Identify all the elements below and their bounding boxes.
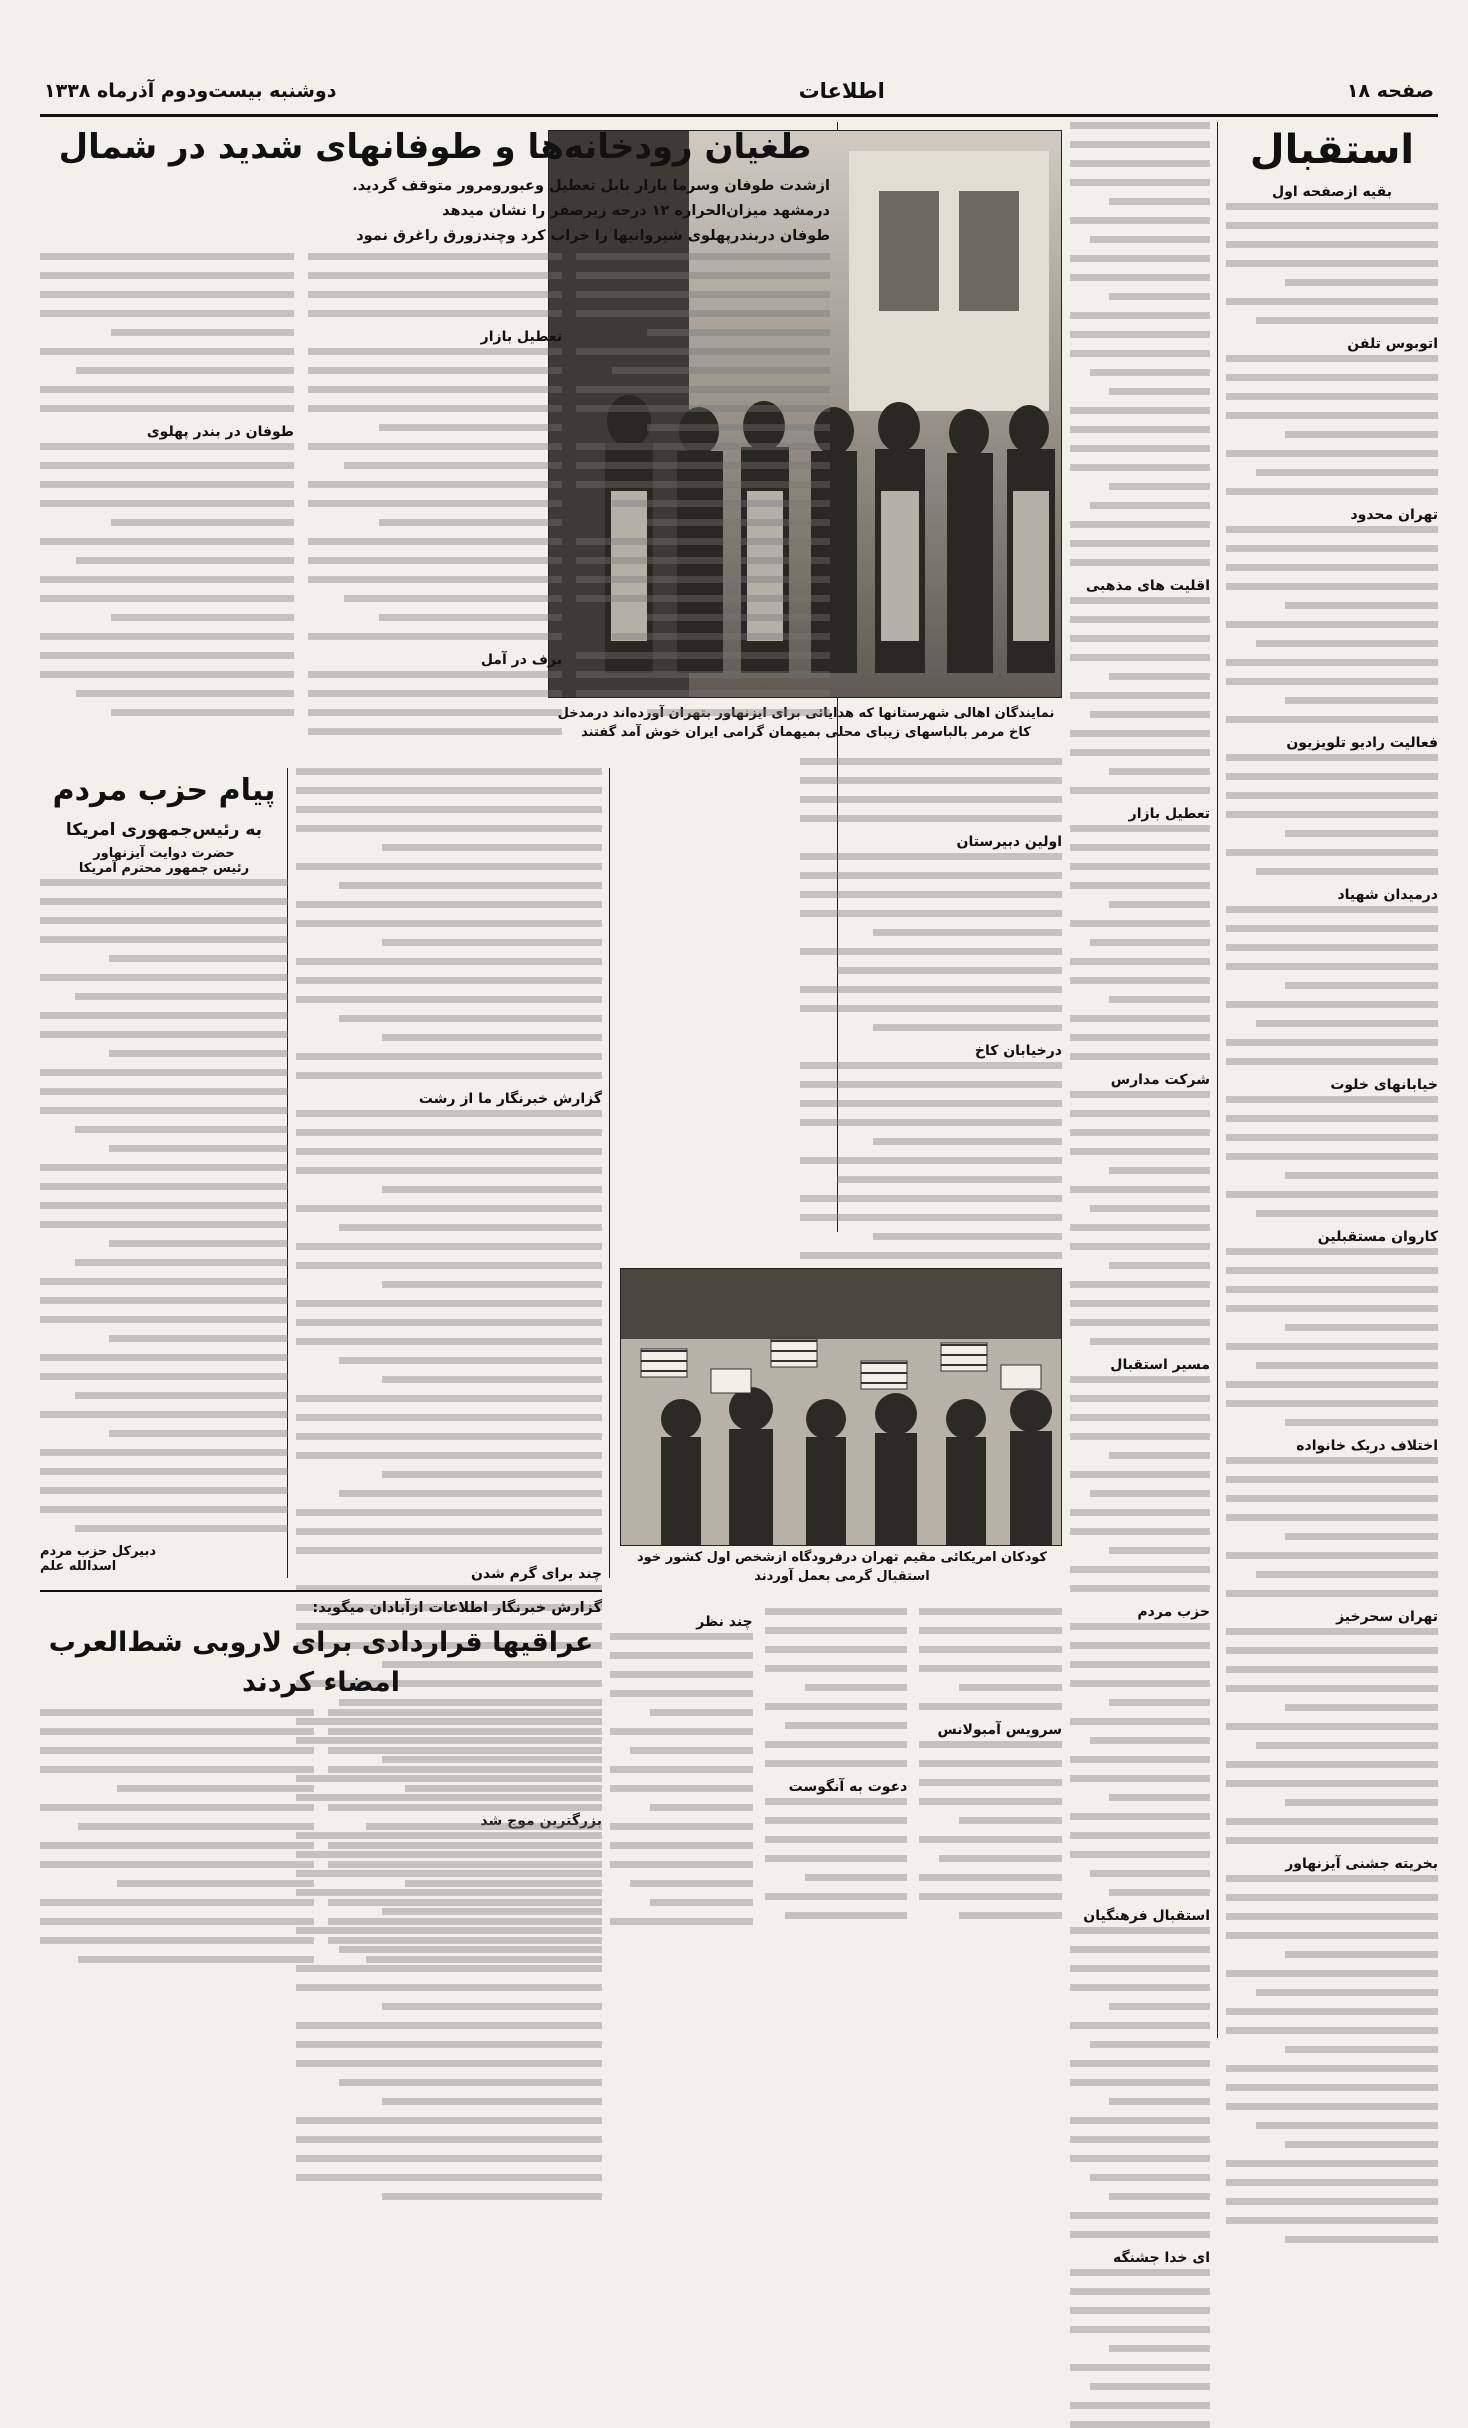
subhead: اقلیت های مذهبی [1085,578,1210,594]
subhead: تعطیل بازار [1128,806,1210,822]
subhead: اتوبوس تلفن [1347,336,1438,352]
issue-date: دوشنبه بیست‌و‌دوم آذرماه ۱۳۳۸ [44,80,337,102]
party-message-headline: پیام حزب مردم [52,773,276,808]
subhead: دعوت به آنگوست [788,1779,908,1795]
article-text [1070,1091,1210,1345]
welcome-story-column-2 [1070,122,1210,2266]
continued-label: بقیه ازصفحه اول [1272,184,1392,200]
article-text [40,879,288,1532]
iraq-headline: عراقیها قراردادی برای لاروبی شط‌العرب امضاء کردند [48,1627,594,1698]
article-text [40,253,294,412]
subhead: چند نظر [696,1614,753,1630]
iraq-story [40,1584,602,2004]
lead-deck: ازشدت طوفان وسرما بازار بابل تعطیل وعبورومرور متوقف گردید. [352,178,830,194]
article-text [1226,1248,1438,1426]
subhead: استقبال فرهنگیان [1083,1908,1210,1924]
article-text [765,1608,908,1767]
subhead: درخیابان کاخ [974,1043,1062,1059]
photo-caption-bottom: کودکان امریکائی مقیم تهران درفرودگاه ازشخص اول کشور خود استقبال گرمی بعمل آوردند [637,1550,1047,1584]
lead-headline: طغیان رودخانه‌ها و طوفانهای شدید در شمال [58,127,812,167]
bottom-col [610,1608,753,1937]
subhead: سرویس آمبولانس [937,1722,1062,1738]
page-number: صفحه ۱۸ [1346,80,1434,102]
lead-col [308,253,562,747]
article-text [1226,203,1438,324]
bottom-col [919,1608,1062,1937]
article-text [919,1608,1062,1710]
subhead: تهران سحرخیز [1336,1609,1438,1625]
subhead: درمیدان شهیاد [1337,887,1438,903]
newspaper-page [40,68,1438,2266]
article-text [919,1741,1062,1919]
article-text [1070,597,1210,794]
iraq-kicker: گزارش خبرنگار اطلاعات ازآبادان میگوید: [312,1600,602,1616]
subhead: تهران محدود [1350,507,1438,523]
subhead: خیابانهای خلوت [1330,1077,1438,1093]
subhead: مسیر استقبال [1110,1357,1210,1373]
newspaper-name: اطلاعات [798,79,885,103]
lead-col [40,253,294,747]
iraq-columns [40,1709,602,1975]
article-text [1226,1628,1438,1844]
subhead: بزرگترین موج شد [480,1813,602,1829]
subhead: حزب مردم [1137,1604,1210,1620]
article-text [1070,1623,1210,1896]
masthead [40,68,1438,117]
lead-col [576,253,830,747]
article-text [576,253,830,716]
party-message-story [40,768,288,1578]
article-text [308,348,562,640]
article-text [40,443,294,716]
article-text [1070,1376,1210,1592]
article-text [1226,906,1438,1065]
article-text [1070,2269,1210,2428]
welcome-story-column [1226,122,1438,2038]
article-text [800,1062,1062,1259]
photo-children-flags [620,1268,1062,1546]
subhead: بخریته جشنی آیزنهاور [1285,1856,1438,1872]
article-text [765,1798,908,1919]
party-message-subhead: به رئیس‌جمهوری امریکا [65,820,263,840]
lead-columns [40,253,830,747]
lead-deck: درمشهد میزان‌الحراره ۱۲ درجه زیرصفر را نشان میدهد [442,203,830,219]
article-text [800,853,1062,1031]
subhead: اولین دبیرستان [956,834,1062,850]
article-text [1226,1875,1438,2243]
article-text [328,1709,602,1975]
lead-deck: طوفان دربندرپهلوی شیروانیها را خراب کرد وچندزورق راغرق نمود [356,228,830,244]
photo-image [621,1269,1061,1545]
bottom-col [765,1608,908,1937]
article-text [1070,825,1210,1060]
article-text [40,1709,314,1975]
article-text [1226,1457,1438,1597]
column-rule [609,768,610,1578]
article-text [1226,1096,1438,1217]
article-text [1226,355,1438,495]
bottom-center-story [610,1608,1062,1998]
article-text [1226,754,1438,875]
article-text [610,1633,753,1925]
article-text [1070,1927,1210,2238]
lead-story [40,122,830,762]
subhead: کاروان مستقبلین [1317,1229,1438,1245]
article-text [296,1110,602,1554]
subhead: طوفان در بندر پهلوی [146,424,294,440]
bottom-center-columns [610,1608,1062,1937]
subhead: فعالیت رادیو تلویزیون [1286,735,1438,751]
article-text [296,768,602,1079]
article-text [308,253,562,317]
subhead: برف در آمل [480,652,562,668]
article-text [1070,122,1210,566]
welcome-headline: استقبال [1249,127,1415,173]
party-message-salutation: حضرت دوایت آیزنهاور رئیس جمهور محترم آمریکا [78,846,250,876]
party-message-signature: دبیرکل حزب مردم اسدالله علم [40,1544,157,1574]
article-text [308,671,562,735]
column-rule [1217,122,1218,2038]
subhead: چند برای گرم شدن [470,1566,602,1582]
article-text [1226,526,1438,723]
photo-caption-top: نمایندگان اهالی شهرستانها که هدایائی برای ایزنهاور بتهران آورده‌اند درمدخل کاخ مرمر بالباسهای زیبای محلی بمیهمان گرامی ایران خوش آمد گفتند [557,706,1055,740]
subhead: گزارش خبرنگار ما از رشت [418,1091,602,1107]
subhead: شرکت مدارس [1110,1072,1210,1088]
subhead: اختلاف دریک خانواده [1296,1438,1438,1454]
subhead: ای خدا جشنگه [1112,2250,1210,2266]
subhead: تعطیل بازار [480,329,562,345]
section-divider [40,1590,602,1592]
article-text [800,758,1062,822]
